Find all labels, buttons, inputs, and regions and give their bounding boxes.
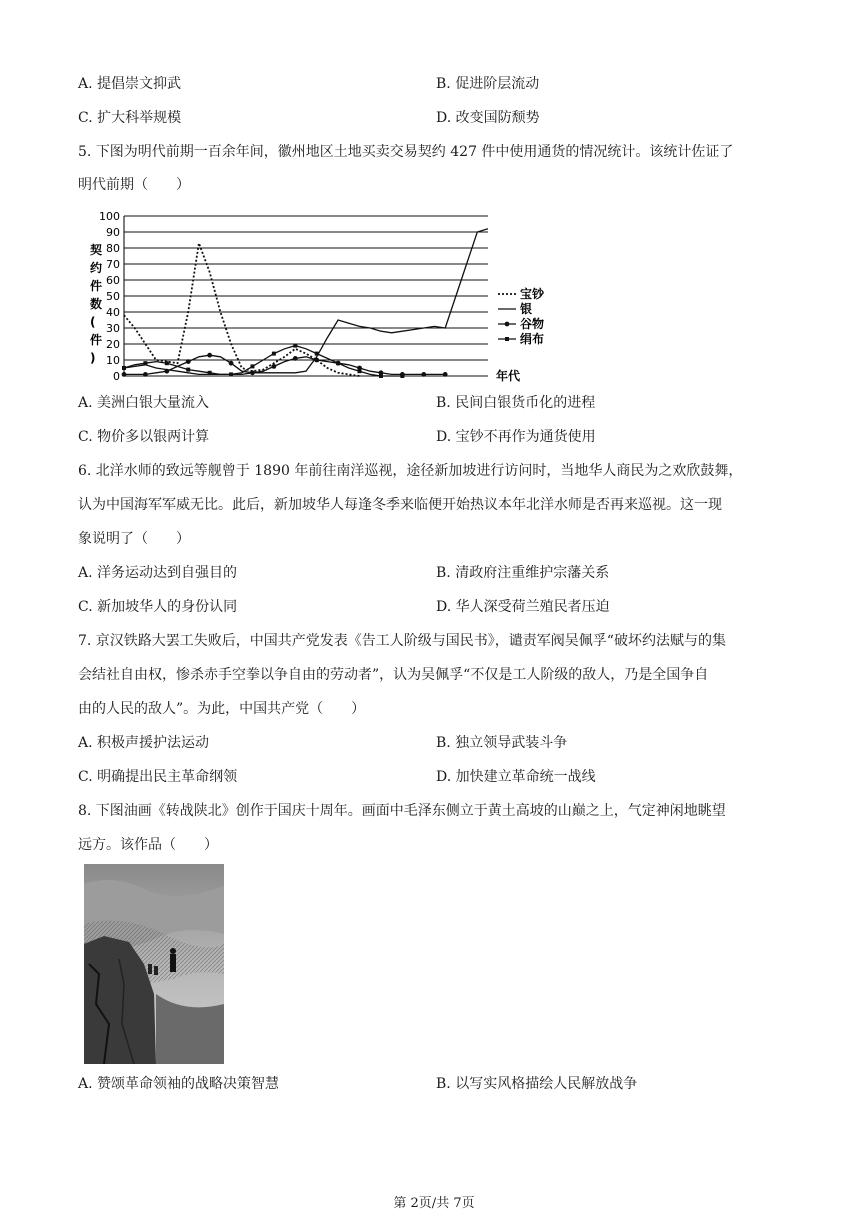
data-point <box>272 352 276 356</box>
q4-option-c: C. 扩大科举规模 <box>78 110 182 126</box>
data-point <box>250 370 255 375</box>
q7-stem-line1: 7. 京汉铁路大罢工失败后，中国共产党发表《告工人阶级与国民书》，谴责军阀吴佩孚“破坏约法赋与的集 <box>78 633 726 649</box>
q7-option-a: A. 积极声援护法运动 <box>78 735 210 751</box>
data-point <box>271 364 276 369</box>
data-point <box>421 372 426 377</box>
y-tick-label: 40 <box>106 306 120 319</box>
legend-item <box>498 301 532 316</box>
oil-painting-image <box>84 864 224 1064</box>
data-point <box>336 361 340 365</box>
q7-option-d: D. 加快建立革命统一战线 <box>436 769 596 785</box>
data-point <box>208 371 212 375</box>
legend-item <box>498 316 544 331</box>
series-line <box>124 243 360 376</box>
q4-option-b: B. 促进阶层流动 <box>436 76 540 92</box>
series-1 <box>124 243 360 376</box>
q4-option-d: D. 改变国防颓势 <box>436 110 540 126</box>
q6-option-c: C. 新加坡华人的身份认同 <box>78 599 238 615</box>
data-point <box>143 361 147 365</box>
y-tick-label: 0 <box>113 370 120 383</box>
data-point <box>314 358 319 363</box>
data-point <box>229 361 234 366</box>
legend-marker <box>505 337 509 341</box>
y-tick-label: 20 <box>106 338 120 351</box>
data-point <box>293 344 297 348</box>
data-point <box>143 372 148 377</box>
y-tick-label: 60 <box>106 274 120 287</box>
legend-marker <box>505 322 510 327</box>
legend-item <box>498 286 544 301</box>
series-line <box>124 229 488 375</box>
data-point <box>250 364 254 368</box>
q4-option-a: A. 提倡崇文抑武 <box>78 76 182 92</box>
data-point <box>379 374 383 378</box>
page-footer: 第 2页/共 7页 <box>393 1196 475 1211</box>
q5-stem-line1: 5. 下图为明代前期一百余年间，徽州地区土地买卖交易契约 427 件中使用通货的情况统计。该统计佐证了 <box>78 144 734 160</box>
chart-grid <box>124 216 488 376</box>
data-point <box>186 359 191 364</box>
y-tick-label: 10 <box>106 354 120 367</box>
q5-stem-line2: 明代前期（ ） <box>78 177 190 193</box>
q6-option-b: B. 清政府注重维护宗藩关系 <box>436 565 610 581</box>
currency-usage-chart <box>84 210 544 390</box>
legend-label: 谷物 <box>520 317 544 331</box>
chart-series <box>122 229 488 378</box>
q6-stem-line3: 象说明了（ ） <box>78 531 190 547</box>
data-point <box>186 368 190 372</box>
y-tick-label: 80 <box>106 242 120 255</box>
q6-option-d: D. 华人深受荷兰殖民者压迫 <box>436 599 610 615</box>
q8-stem-line1: 8. 下图油画《转战陕北》创作于国庆十周年。画面中毛泽东侧立于黄土高坡的山巅之上，气定神闲地眺望 <box>78 803 726 819</box>
series-2 <box>124 229 488 375</box>
y-tick-label: 30 <box>106 322 120 335</box>
q7-stem-line2: 会结社自由权，惨杀赤手空拳以争自由的劳动者”，认为吴佩孚“不仅是工人阶级的敌人，乃是全国争自 <box>78 667 709 683</box>
data-point <box>400 374 404 378</box>
q5-option-a: A. 美洲白银大量流入 <box>78 395 210 411</box>
q7-stem-line3: 由的人民的敌人”。为此，中国共产党（ ） <box>78 701 366 717</box>
data-point <box>122 366 126 370</box>
q6-stem-line1: 6. 北洋水师的致远等舰曾于 1890 年前往南洋巡视，途径新加坡进行访问时，当地华人商民为之欢欣鼓舞， <box>78 463 743 479</box>
x-axis-label: 年代 <box>496 369 521 383</box>
data-point <box>293 356 298 361</box>
data-point <box>358 369 362 373</box>
y-tick-label: 70 <box>106 258 120 271</box>
q8-option-a: A. 赞颂革命领袖的战略决策智慧 <box>78 1076 280 1092</box>
q5-option-b: B. 民间白银货币化的进程 <box>436 395 596 411</box>
legend-label: 绢布 <box>520 332 544 346</box>
y-tick-label: 100 <box>99 210 120 223</box>
q5-option-d: D. 宝钞不再作为通货使用 <box>436 429 596 445</box>
y-tick-label: 50 <box>106 290 120 303</box>
q6-option-a: A. 洋务运动达到自强目的 <box>78 565 238 581</box>
data-point <box>229 372 233 376</box>
legend-label: 宝钞 <box>520 287 544 301</box>
q7-option-c: C. 明确提出民主革命纲领 <box>78 769 238 785</box>
q8-option-b: B. 以写实风格描绘人民解放战争 <box>436 1076 638 1092</box>
data-point <box>122 372 127 377</box>
q6-stem-line2: 认为中国海军军威无比。此后，新加坡华人每逢冬季来临便开始热议本年北洋水师是否再来巡视。这一现 <box>78 497 722 513</box>
data-point <box>315 352 319 356</box>
y-axis-label: 契约件数(件) <box>90 243 103 365</box>
data-point <box>443 372 448 377</box>
data-point <box>207 353 212 358</box>
data-point <box>165 361 169 365</box>
q8-stem-line2: 远方。该作品（ ） <box>78 837 218 853</box>
chart-legend <box>498 286 544 346</box>
q5-option-c: C. 物价多以银两计算 <box>78 429 210 445</box>
data-point <box>164 369 169 374</box>
y-tick-labels <box>99 210 120 383</box>
y-tick-label: 90 <box>106 226 120 239</box>
legend-item <box>498 331 544 346</box>
q7-option-b: B. 独立领导武装斗争 <box>436 735 568 751</box>
legend-label: 银 <box>520 302 533 316</box>
